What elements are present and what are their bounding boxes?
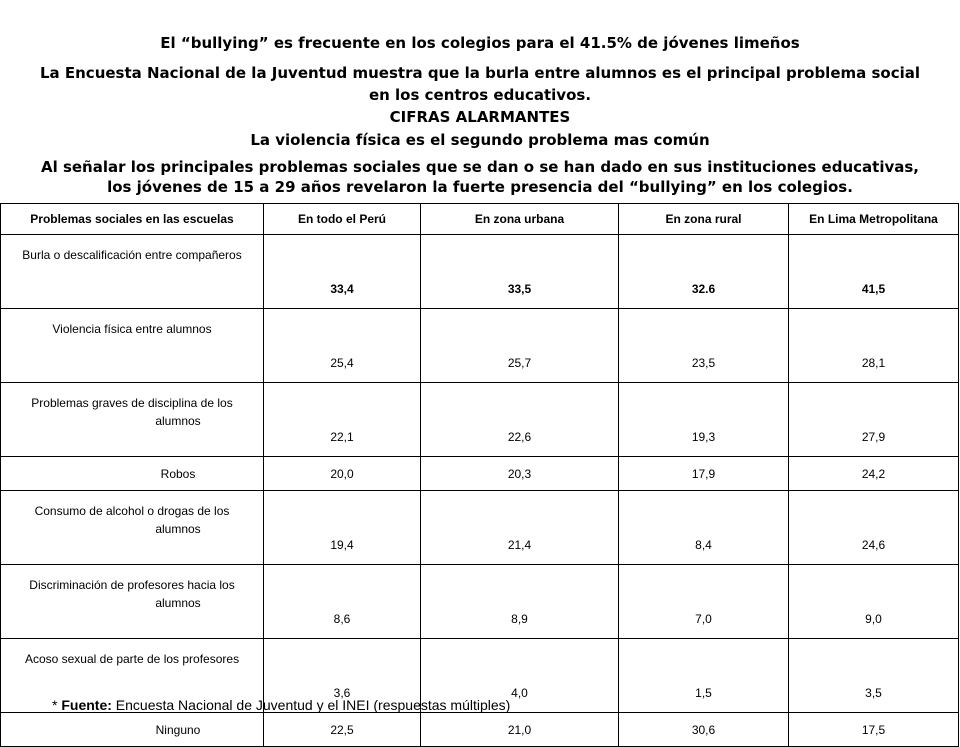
table-cell: 24,2 [789, 457, 959, 491]
column-header: En zona rural [619, 204, 789, 235]
table-cell: 21,4 [421, 491, 619, 565]
column-header: En zona urbana [421, 204, 619, 235]
row-label [1, 383, 264, 457]
row-label-text: Robos [160, 466, 196, 481]
section-heading: CIFRAS ALARMANTES [389, 108, 571, 126]
subheadline-line-2: en los centros educativos. [368, 86, 592, 104]
main-headline: El “bullying” es frecuente en los colegios para el 41.5% de jóvenes limeños [160, 34, 800, 52]
table-cell: 28,1 [789, 309, 959, 383]
row-label-text: Problemas graves de disciplina de los [31, 396, 233, 410]
table-cell: 33,4 [264, 235, 421, 309]
table-row [1, 713, 959, 747]
table-cell: 22,5 [264, 713, 421, 747]
table-cell: 32.6 [619, 235, 789, 309]
table-row [1, 235, 959, 309]
table-cell: 19,4 [264, 491, 421, 565]
table-cell: 25,7 [421, 309, 619, 383]
section-subheading: La violencia física es el segundo problema mas común [250, 131, 710, 149]
row-label-text: Violencia física entre alumnos [52, 322, 212, 336]
table-cell: 8,4 [619, 491, 789, 565]
table-cell: 8,9 [421, 565, 619, 639]
table-cell: 4,0 [421, 639, 619, 713]
row-label [1, 565, 264, 639]
table-cell: 22,1 [264, 383, 421, 457]
row-label-text: Discriminación de profesores hacia los [29, 578, 235, 592]
table-cell: 3,5 [789, 639, 959, 713]
table-cell: 24,6 [789, 491, 959, 565]
row-label-text: Consumo de alcohol o drogas de los [34, 504, 230, 518]
table-cell: 41,5 [789, 235, 959, 309]
table-row [1, 383, 959, 457]
table-cell: 17,5 [789, 713, 959, 747]
table-row [1, 491, 959, 565]
table-cell: 3,6 [264, 639, 421, 713]
row-label [1, 457, 264, 491]
source-text: Encuesta Nacional de Juventud y el INEI (respuestas múltiples) [111, 697, 511, 713]
table-cell: 8,6 [264, 565, 421, 639]
column-header: En Lima Metropolitana [789, 204, 959, 235]
survey-table [0, 203, 959, 747]
source-prefix: * [52, 697, 62, 713]
table-cell: 20,3 [421, 457, 619, 491]
intro-line-1: Al señalar los principales problemas sociales que se dan o se han dado en sus instituciones educativas, [40, 158, 919, 176]
source-note [52, 697, 510, 713]
table-cell: 22,6 [421, 383, 619, 457]
row-label-text: Acoso sexual de parte de los profesores [24, 652, 240, 666]
source-label: Fuente: [61, 697, 112, 713]
row-label-text-continued: alumnos [155, 414, 201, 428]
table-cell: 1,5 [619, 639, 789, 713]
table-row [1, 565, 959, 639]
row-label [1, 491, 264, 565]
table-cell: 21,0 [421, 713, 619, 747]
table-cell: 7,0 [619, 565, 789, 639]
table-cell: 30,6 [619, 713, 789, 747]
column-header: Problemas sociales en las escuelas [1, 204, 264, 235]
table-cell: 19,3 [619, 383, 789, 457]
column-header: En todo el Perú [264, 204, 421, 235]
table-cell: 25,4 [264, 309, 421, 383]
table-cell: 17,9 [619, 457, 789, 491]
intro-line-2: los jóvenes de 15 a 29 años revelaron la fuerte presencia del “bullying” en los colegios. [107, 178, 853, 196]
row-label [1, 235, 264, 309]
row-label-text-continued: alumnos [155, 522, 201, 536]
table-header-row [1, 204, 959, 235]
table-row [1, 457, 959, 491]
row-label [1, 713, 264, 747]
row-label-text: Burla o descalificación entre compañeros [22, 248, 242, 262]
table-cell: 9,0 [789, 565, 959, 639]
table-cell: 20,0 [264, 457, 421, 491]
subheadline-line-1: La Encuesta Nacional de la Juventud muestra que la burla entre alumnos es el principal problema social [39, 64, 921, 82]
table-cell: 27,9 [789, 383, 959, 457]
table-cell: 33,5 [421, 235, 619, 309]
table-cell: 23,5 [619, 309, 789, 383]
row-label [1, 309, 264, 383]
row-label-text: Ninguno [155, 722, 201, 737]
table-row [1, 309, 959, 383]
row-label-text-continued: alumnos [155, 596, 201, 610]
